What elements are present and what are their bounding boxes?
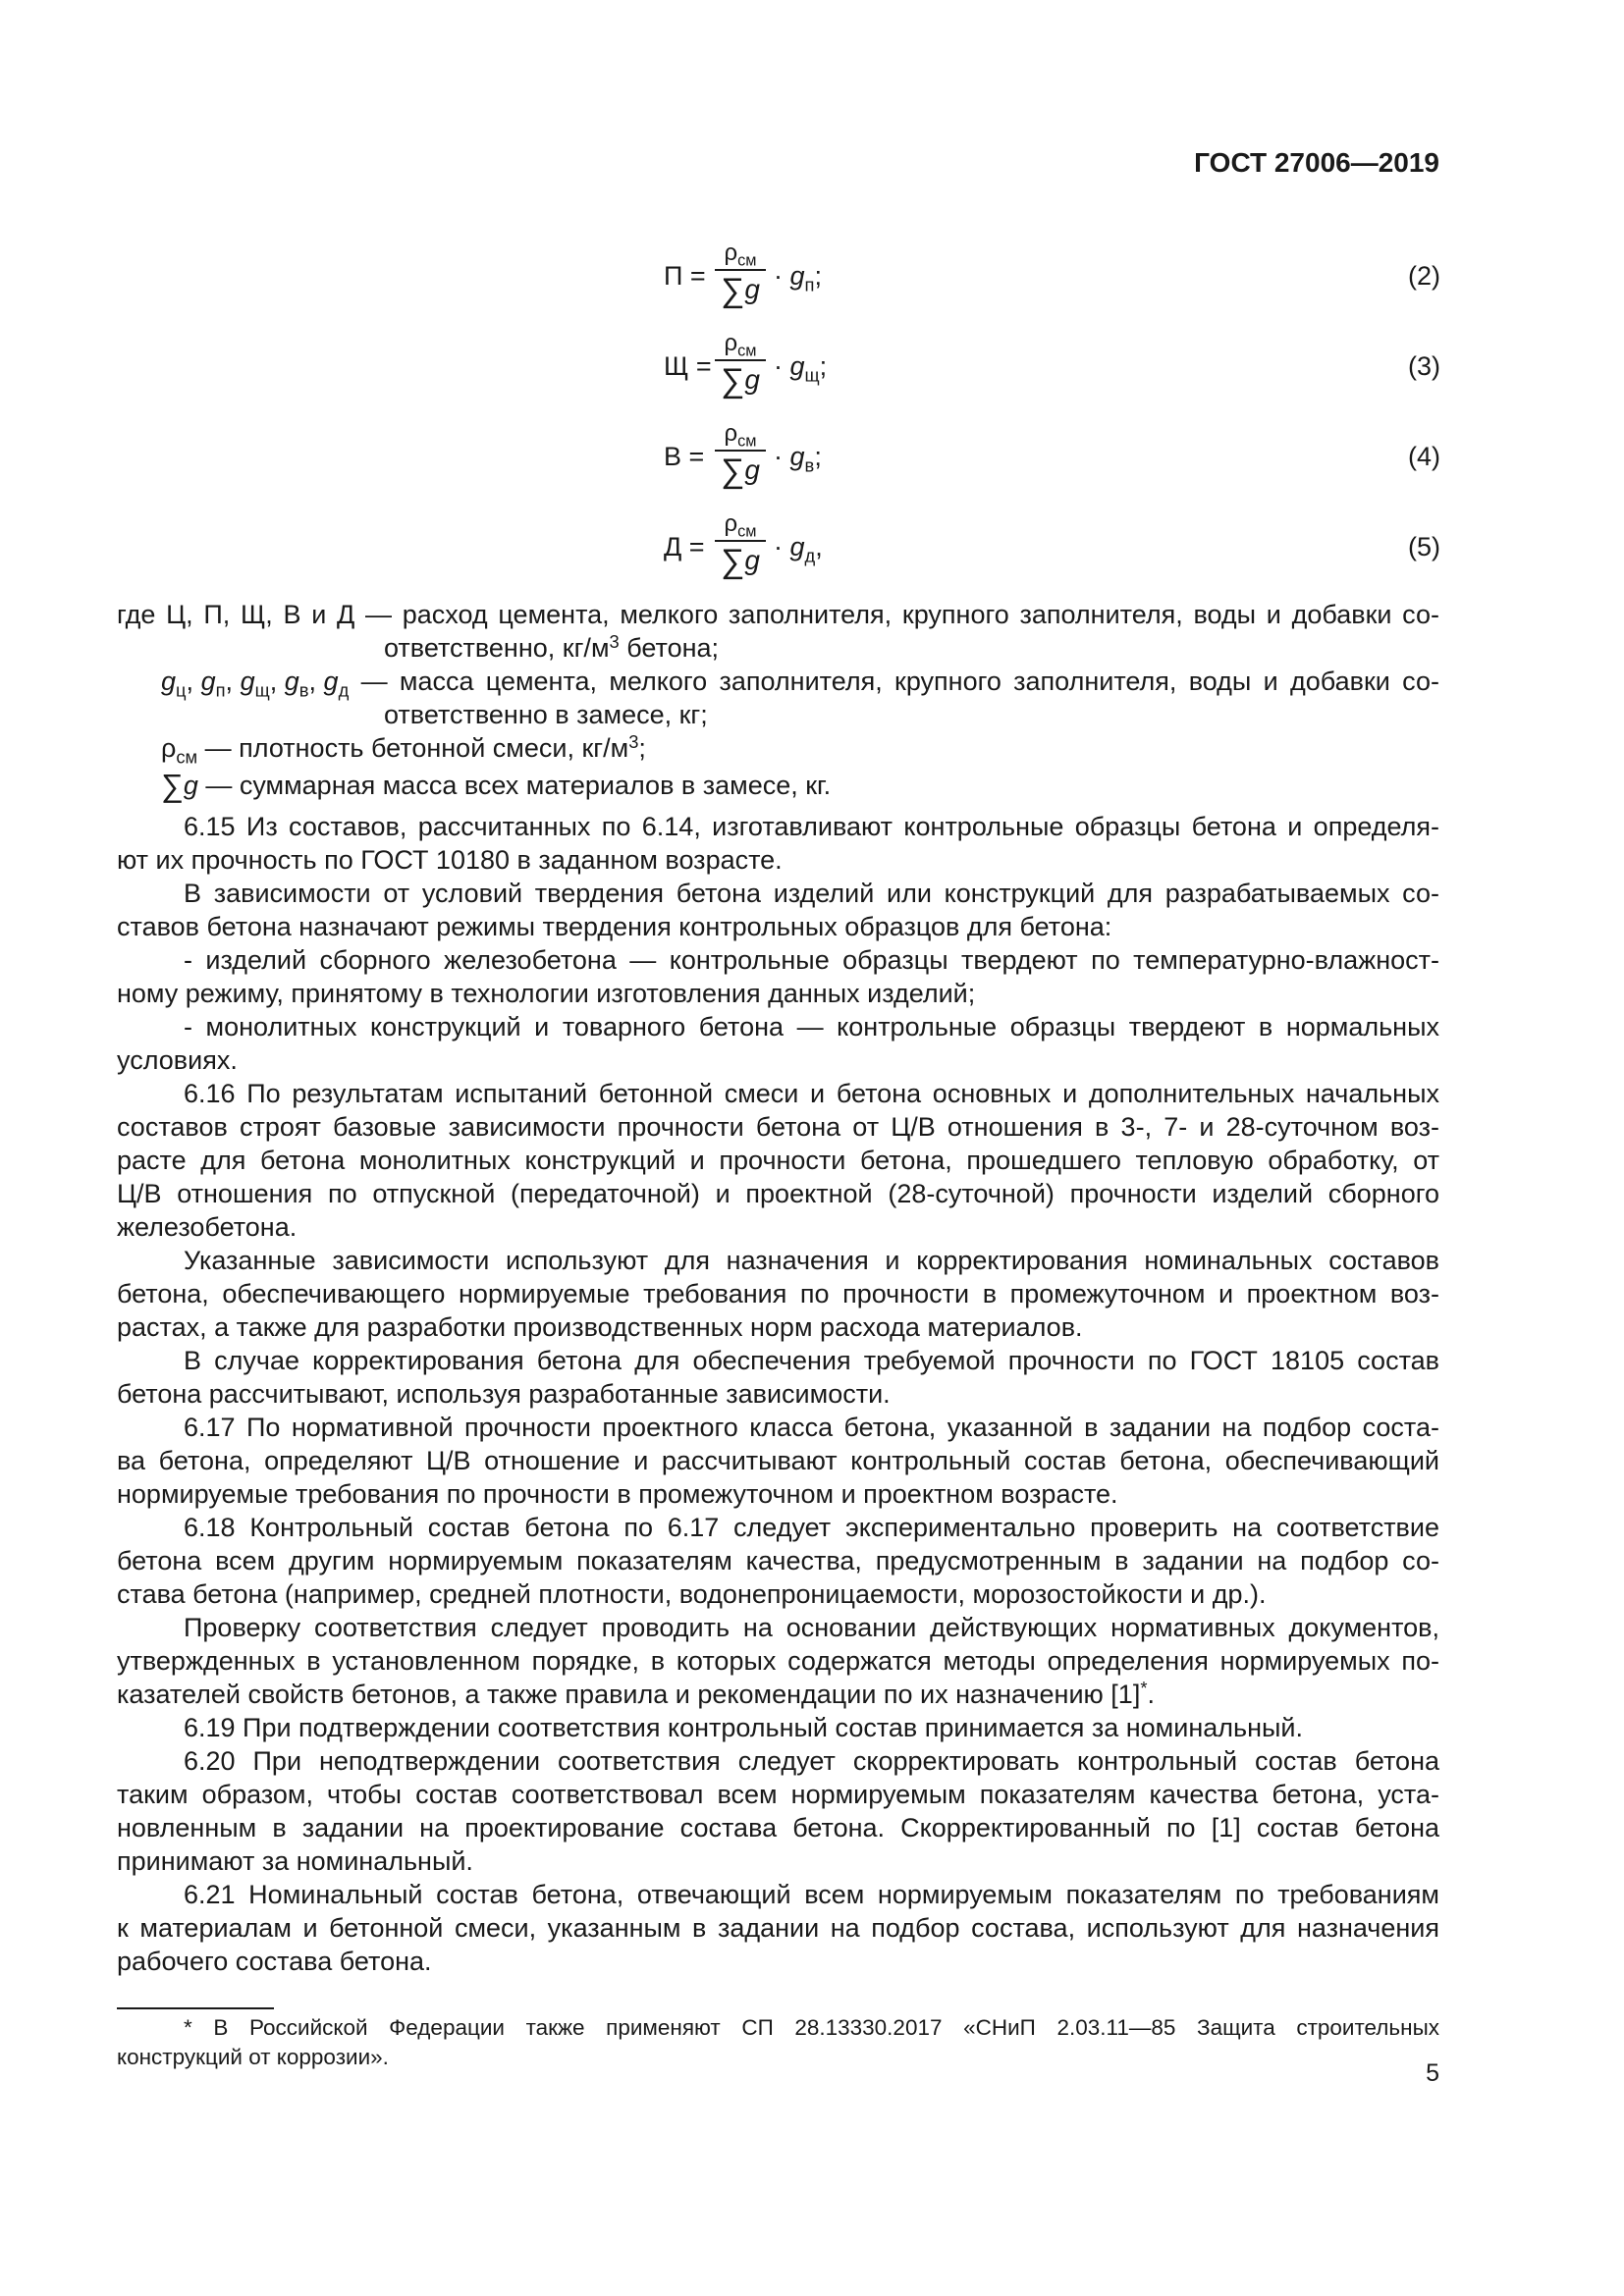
- formula-4: [664, 420, 1449, 503]
- formula-fraction: $\rho_{см}$ ∑g: [715, 510, 766, 578]
- body-line: ют их прочность по ГОСТ 10180 в заданном возрасте.: [117, 845, 783, 875]
- footnote-ref: *: [1140, 1677, 1148, 1698]
- formula-lhs: Щ =: [664, 351, 712, 381]
- legend-line-4: ответственно в замесе, кг;: [384, 700, 708, 729]
- formula-rhs: · $g_щ$;: [774, 351, 828, 386]
- formula-fraction: $\rho_{см}$ ∑g: [715, 420, 766, 488]
- body-line: ставов бетона назначают режимы твердения контрольных образцов для бетона:: [117, 912, 1112, 941]
- body-line: нормируемые требования по прочности в промежуточном и проектном возрасте.: [117, 1479, 1118, 1509]
- body-line: ному режиму, принятому в технологии изготовления данных изделий;: [117, 979, 976, 1008]
- formula-number: (2): [1408, 261, 1440, 291]
- body-line: става бетона (например, средней плотности, водонепроницаемости, морозостойкости и др.).: [117, 1579, 1267, 1609]
- body-line: - изделий сборного железобетона — контрольные образцы твердеют по температурно-влажност-: [184, 945, 1439, 975]
- formula-lhs: В =: [664, 442, 705, 471]
- body-line: Указанные зависимости используют для назначения и корректирования номинальных составов: [184, 1246, 1439, 1275]
- body-line: Проверку соответствия следует проводить на основании действующих нормативных документов,: [184, 1613, 1439, 1642]
- body-line: 6.19 При подтверждении соответствия контрольный состав принимается за номинальный.: [184, 1713, 1303, 1742]
- body-line: 6.20 При неподтверждении соответствия следует скорректировать контрольный состав бетона: [184, 1746, 1439, 1776]
- body-line: ва бетона, определяют Ц/В отношение и рассчитывают контрольный состав бетона, обеспечивающий: [117, 1446, 1439, 1475]
- body-line: железобетона.: [117, 1212, 298, 1242]
- body-line: 6.21 Номинальный состав бетона, отвечающий всем нормируемым показателям по требованиям: [184, 1880, 1439, 1909]
- body-line: - монолитных конструкций и товарного бетона — контрольные образцы твердеют в нормальных: [184, 1012, 1439, 1041]
- body-line: 6.15 Из составов, рассчитанных по 6.14, изготавливают контрольные образцы бетона и определя-: [184, 812, 1439, 841]
- body-line: бетона всем другим нормируемым показателям качества, предусмотренным в задании на подбор со-: [117, 1546, 1439, 1575]
- formula-number: (3): [1408, 351, 1440, 381]
- body-line: принимают за номинальный.: [117, 1846, 473, 1876]
- formula-lhs: П =: [664, 261, 706, 291]
- formula-lhs: Д =: [664, 532, 705, 561]
- body-line: бетона, обеспечивающего нормируемые требования по прочности в промежуточном и проектном воз-: [117, 1279, 1439, 1308]
- formula-3: [664, 330, 1449, 412]
- body-line: бетона рассчитывают, используя разработанные зависимости.: [117, 1379, 891, 1409]
- legend-line-3: $g_ц$, $g_п$, $g_щ$, $g_в$, $g_д$ — масса цемента, мелкого заполнителя, крупного заполнителя, воды и добавки со-: [161, 667, 1439, 701]
- legend-line-6: ∑g — суммарная масса всех материалов в замесе, кг.: [161, 768, 832, 803]
- formula-number: (4): [1408, 442, 1440, 471]
- formula-rhs: · $g_д$,: [774, 532, 823, 566]
- body-line: растах, а также для разработки производственных норм расхода материалов.: [117, 1312, 1083, 1342]
- body-line: В зависимости от условий твердения бетона изделий или конструкций для разрабатываемых со-: [184, 879, 1439, 908]
- body-line: новленным в задании на проектирование состава бетона. Скорректированный по [1] состав бетона: [117, 1813, 1439, 1842]
- page-number: 5: [1426, 2059, 1439, 2087]
- body-line: таким образом, чтобы состав соответствовал всем нормируемым показателям качества бетона, уста-: [117, 1780, 1439, 1809]
- formula-fraction: $\rho_{см}$ ∑g: [715, 240, 766, 307]
- legend-line-1: где Ц, П, Щ, В и Д — расход цемента, мелкого заполнителя, крупного заполнителя, воды и добавки со-: [117, 600, 1439, 629]
- body-line: 6.17 По нормативной прочности проектного класса бетона, указанной в задании на подбор соста-: [184, 1413, 1439, 1442]
- body-line: расте для бетона монолитных конструкций и прочности бетона, прошедшего тепловую обработку, от: [117, 1146, 1439, 1175]
- body-line: утвержденных в установленном порядке, в которых содержатся методы определения нормируемых по-: [117, 1646, 1439, 1676]
- body-line: 6.18 Контрольный состав бетона по 6.17 следует экспериментально проверить на соответствие: [184, 1513, 1439, 1542]
- body-line: казателей свойств бетонов, а также правила и рекомендации по их назначению [1]*.: [117, 1677, 1155, 1709]
- formula-rhs: · $g_в$;: [774, 442, 822, 476]
- formula-5: [664, 510, 1449, 593]
- body-line: составов строят базовые зависимости прочности бетона от Ц/В отношения в 3-, 7- и 28-суточном воз-: [117, 1112, 1439, 1142]
- standard-designation: ГОСТ 27006—2019: [1194, 147, 1439, 178]
- body-line: В случае корректирования бетона для обеспечения требуемой прочности по ГОСТ 18105 состав: [184, 1346, 1439, 1375]
- body-line: к материалам и бетонной смеси, указанным в задании на подбор состава, используют для назначения: [117, 1913, 1439, 1943]
- body-line: 6.16 По результатам испытаний бетонной смеси и бетона основных и дополнительных начальных: [184, 1079, 1439, 1108]
- formula-fraction: $\rho_{см}$ ∑g: [715, 330, 766, 398]
- footnote-separator: [117, 2007, 274, 2009]
- body-line: рабочего состава бетона.: [117, 1947, 432, 1976]
- legend-line-2: ответственно, $кг/м^3$ бетона;: [384, 630, 720, 663]
- formula-2: [664, 240, 1449, 322]
- formula-rhs: · $g_п$;: [774, 261, 823, 295]
- body-line: условиях.: [117, 1045, 238, 1075]
- body-line: Ц/В отношения по отпускной (передаточной) и проектной (28-суточной) прочности изделий сборного: [117, 1179, 1439, 1208]
- formula-number: (5): [1408, 532, 1440, 561]
- footnote-line-1: * В Российской Федерации также применяют СП 28.13330.2017 «СНиП 2.03.11—85 Защита строительных: [184, 2015, 1439, 2040]
- footnote-line-2: конструкций от коррозии».: [117, 2045, 389, 2069]
- legend-line-5: $\rho_{см}$ — плотность бетонной смеси, $кг/м^3$;: [161, 730, 646, 768]
